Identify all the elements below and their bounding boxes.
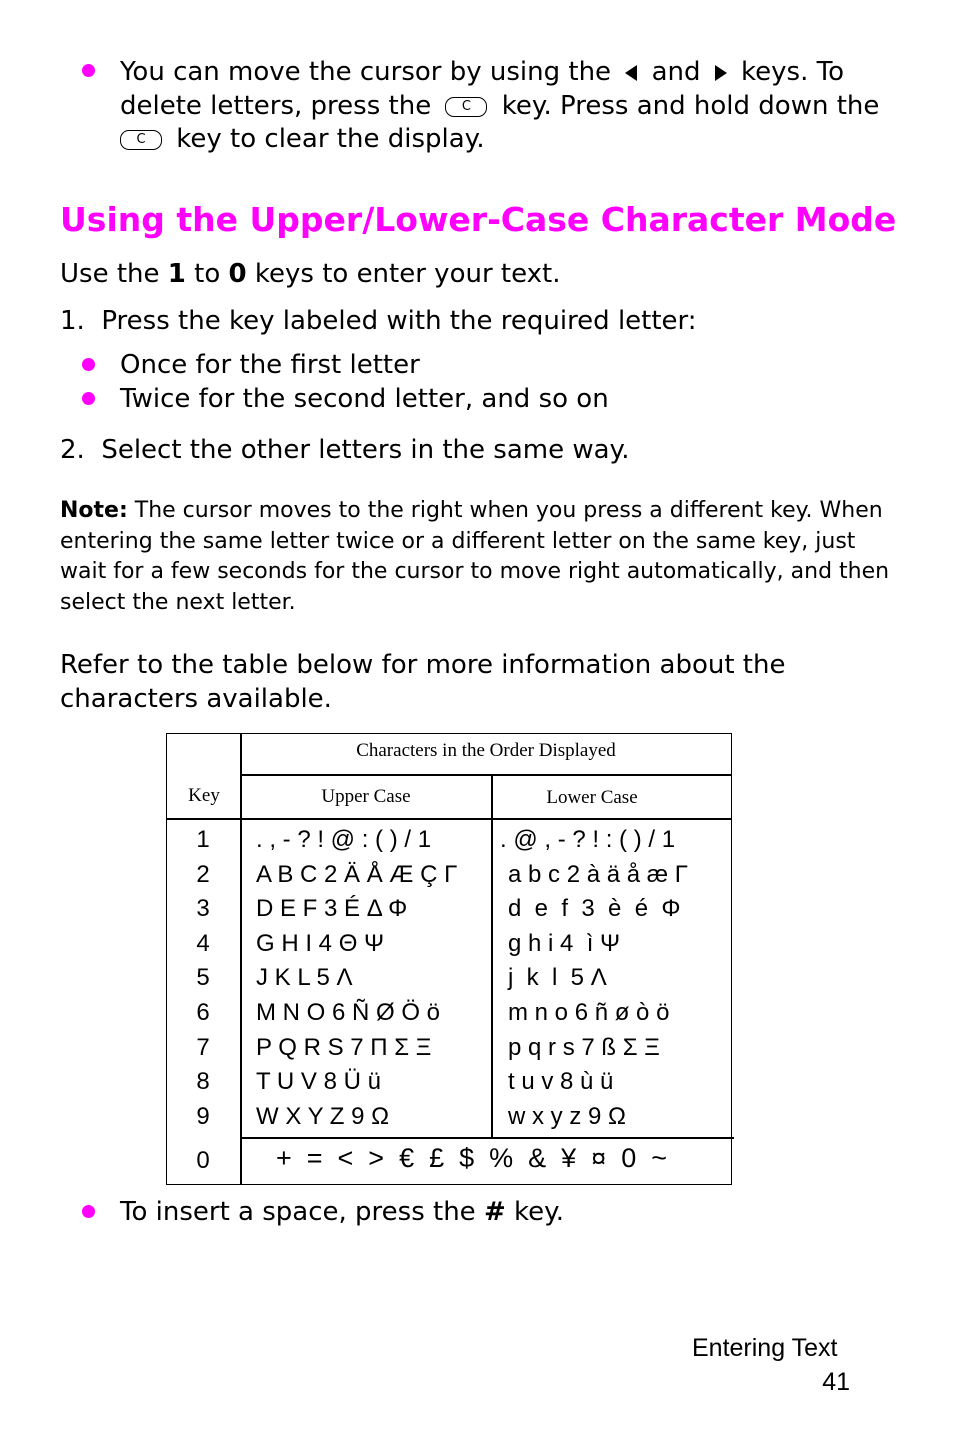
- sub-bullet-2: Twice for the second letter, and so on: [120, 384, 609, 414]
- row-key: 4: [196, 929, 210, 957]
- row-upper: G H I 4 Θ Ψ: [256, 929, 385, 957]
- key-0: 0: [228, 259, 247, 289]
- row-upper: W X Y Z 9 Ω: [256, 1102, 390, 1130]
- left-arrow-icon: [625, 65, 637, 81]
- row-lower: m n o 6 ñ ø ò ö: [508, 999, 670, 1026]
- row-key: 1: [196, 826, 210, 853]
- space-b: key.: [505, 1197, 565, 1227]
- intro-a: Use the: [60, 259, 168, 289]
- intro-line1-a: You can move the cursor by using the: [120, 57, 612, 87]
- bullet-icon: [82, 64, 95, 77]
- key-1: 1: [167, 259, 186, 289]
- row-upper: . , - ? ! @ : ( ) / 1: [256, 826, 432, 853]
- step-1: 1. Press the key labeled with the required letter:: [60, 306, 697, 336]
- note-paragraph: [60, 496, 900, 618]
- section-heading: Using the Upper/Lower-Case Character Mode: [60, 200, 897, 239]
- space-a: To insert a space, press the: [120, 1197, 484, 1227]
- row-key: 2: [196, 860, 210, 888]
- row-lower: d e f 3 è é Φ: [508, 895, 681, 923]
- row-lower: a b c 2 à ä å æ Γ: [508, 860, 688, 888]
- header-group: Characters in the Order Displayed: [356, 740, 616, 761]
- refer-line-2: characters available.: [60, 684, 332, 714]
- row-lower: w x y z 9 Ω: [508, 1102, 626, 1130]
- footer-section: Entering Text: [692, 1334, 838, 1362]
- note-text: The cursor moves to the right when you press a different key. When entering the same letter twice or a different letter on the same key, just wait for a few seconds for the cursor to move right automatically, and then select the next letter.: [60, 498, 890, 615]
- note-label: Note:: [60, 498, 128, 523]
- space-bullet: [120, 1195, 564, 1229]
- clear-key-icon: C: [120, 130, 162, 150]
- row-key-0: 0: [196, 1147, 210, 1174]
- intro-line2-b: key. Press and hold down the: [501, 91, 880, 121]
- header-lower: Lower Case: [546, 787, 638, 808]
- table-divider-case: [491, 775, 493, 1138]
- intro-c: keys to enter your text.: [246, 259, 561, 289]
- row-lower: p q r s 7 ß Σ Ξ: [508, 1033, 660, 1061]
- intro-bullet-line-2: [120, 89, 879, 123]
- row-upper: D E F 3 É Δ Φ: [256, 895, 408, 923]
- header-upper: Upper Case: [321, 786, 411, 807]
- row-upper: M N O 6 Ñ Ø Ö ö: [256, 999, 441, 1026]
- row-lower: t u v 8 ù ü: [508, 1068, 614, 1096]
- intro-bullet-line-3: [120, 122, 485, 156]
- bullet-icon: [82, 1205, 95, 1218]
- intro-b: to: [185, 259, 229, 289]
- row-key: 9: [196, 1102, 210, 1130]
- row-upper: J K L 5 Λ: [256, 964, 353, 992]
- header-key: Key: [188, 785, 220, 806]
- intro-line1-c: keys. To: [741, 57, 845, 87]
- intro-line3-b: key to clear the display.: [176, 124, 485, 154]
- row-key: 7: [196, 1033, 210, 1061]
- step-2: 2. Select the other letters in the same way.: [60, 435, 630, 465]
- intro-paragraph: [60, 257, 561, 291]
- table-rule-group: [240, 774, 732, 776]
- intro-line1-b: and: [651, 57, 701, 87]
- row-key: 3: [196, 895, 210, 923]
- bullet-icon: [82, 358, 95, 371]
- row-lower: g h i 4 ì Ψ: [508, 929, 621, 957]
- row-upper: P Q R S 7 Π Σ Ξ: [256, 1033, 432, 1061]
- refer-line-1: Refer to the table below for more information about the: [60, 650, 786, 680]
- row-upper: T U V 8 Ü ü: [256, 1068, 381, 1096]
- hash-key: #: [483, 1197, 506, 1227]
- intro-bullet-line-1: [120, 55, 844, 89]
- page-number: 41: [822, 1368, 850, 1396]
- row-key: 8: [196, 1068, 210, 1096]
- intro-line2-a: delete letters, press the: [120, 91, 432, 121]
- table-rule-zero: [240, 1137, 734, 1139]
- right-arrow-icon: [715, 65, 727, 81]
- row-key: 5: [196, 964, 210, 992]
- row-upper: A B C 2 Ä Å Æ Ç Γ: [256, 860, 458, 888]
- row-lower: j k l 5 Λ: [508, 964, 607, 992]
- sub-bullet-1: Once for the first letter: [120, 350, 420, 380]
- clear-key-icon: C: [445, 97, 487, 117]
- row-lower: . @ , - ? ! : ( ) / 1: [500, 826, 676, 853]
- row-key: 6: [196, 999, 210, 1026]
- table-rule-header: [166, 818, 732, 820]
- bullet-icon: [82, 392, 95, 405]
- row-chars-0: + = < > € £ $ % & ¥ ¤ 0 ~: [276, 1143, 667, 1173]
